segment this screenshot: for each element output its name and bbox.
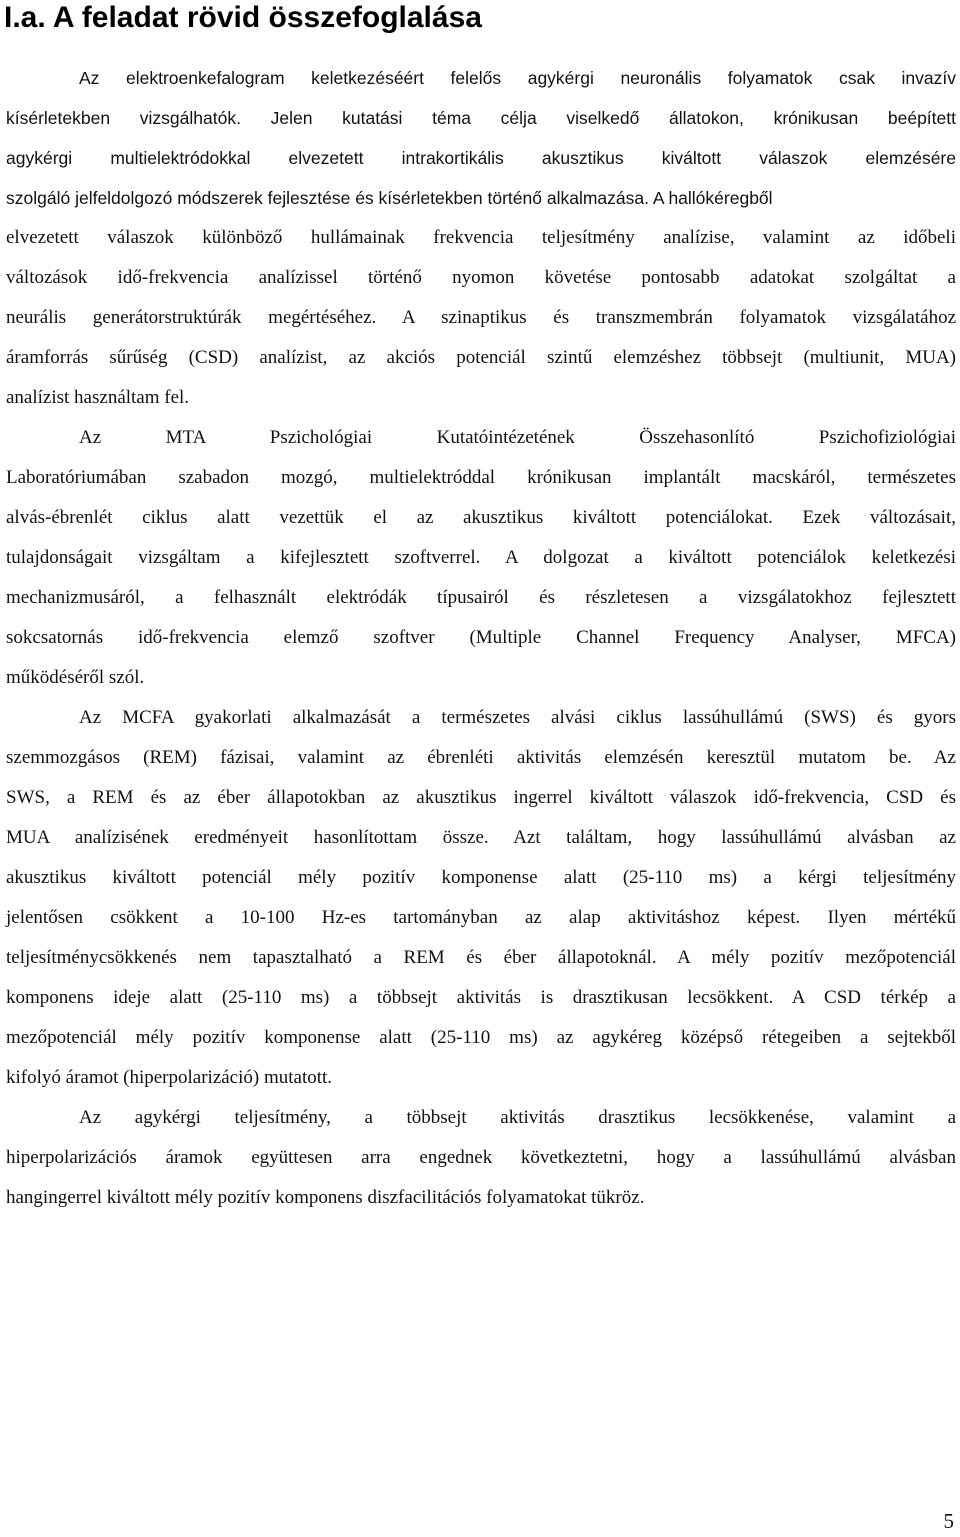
text-line: változások idő-frekvencia analízissel történő nyomon követése pontosabb adatokat szolgáltat a bbox=[6, 267, 956, 288]
summary-body bbox=[6, 58, 956, 1218]
text-line: analízist használtam fel. bbox=[6, 387, 190, 408]
text-line: kísérletekben vizsgálhatók. Jelen kutatási téma célja viselkedő állatokon, krónikusan beépített bbox=[6, 108, 956, 128]
text-line: működéséről szól. bbox=[6, 667, 145, 688]
text-line: Laboratóriumában szabadon mozgó, multielektróddal krónikusan implantált macskáról, természetes bbox=[6, 467, 956, 488]
text-line: szolgáló jelfeldolgozó módszerek fejlesztése és kísérletekben történő alkalmazása. A hallókéregből bbox=[6, 188, 773, 208]
text-line: áramforrás sűrűség (CSD) analízist, az akciós potenciál szintű elemzéshez többsejt (multiunit, MUA) bbox=[6, 347, 956, 368]
text-line: Az agykérgi teljesítmény, a többsejt aktivitás drasztikus lecsökkenése, valamint a bbox=[79, 1107, 956, 1128]
text-line: akusztikus kiváltott potenciál mély pozitív komponense alatt (25-110 ms) a kérgi teljesítmény bbox=[6, 867, 956, 888]
text-line: sokcsatornás idő-frekvencia elemző szoftver (Multiple Channel Frequency Analyser, MFCA) bbox=[6, 627, 956, 648]
text-line: tulajdonságait vizsgáltam a kifejlesztett szoftverrel. A dolgozat a kiváltott potenciálok keletkezési bbox=[6, 547, 956, 568]
text-line: kifolyó áramot (hiperpolarizáció) mutatott. bbox=[6, 1067, 333, 1088]
section-heading: I.a. A feladat rövid összefoglalása bbox=[4, 1, 482, 34]
text-line: hangingerrel kiváltott mély pozitív komponens diszfacilitációs folyamatokat tükröz. bbox=[6, 1187, 645, 1208]
text-line: Az MTA Pszichológiai Kutatóintézetének Összehasonlító Pszichofiziológiai bbox=[79, 427, 956, 448]
text-line: jelentősen csökkent a 10-100 Hz-es tartományban az alap aktivitáshoz képest. Ilyen mértékű bbox=[6, 907, 956, 928]
text-line: agykérgi multielektródokkal elvezetett intrakortikális akusztikus kiváltott válaszok elemzésére bbox=[6, 148, 956, 168]
text-line: MUA analízisének eredményeit hasonlítottam össze. Azt találtam, hogy lassúhullámú alvásban az bbox=[6, 827, 956, 848]
text-line: alvás-ébrenlét ciklus alatt vezettük el az akusztikus kiváltott potenciálokat. Ezek változásait, bbox=[6, 507, 956, 528]
text-line: komponens ideje alatt (25-110 ms) a többsejt aktivitás is drasztikusan lecsökkent. A CSD térkép a bbox=[6, 987, 956, 1008]
text-line: mechanizmusáról, a felhasznált elektródák típusairól és részletesen a vizsgálatokhoz fejlesztett bbox=[6, 587, 956, 608]
text-line: szemmozgásos (REM) fázisai, valamint az ébrenléti aktivitás elemzésén keresztül mutatom be. Az bbox=[6, 747, 956, 768]
text-line: mezőpotenciál mély pozitív komponense alatt (25-110 ms) az agykéreg középső rétegeiben a sejtekből bbox=[6, 1027, 956, 1048]
text-line: neurális generátorstruktúrák megértéséhez. A szinaptikus és transzmembrán folyamatok vizsgálatához bbox=[6, 307, 956, 328]
page-number: 5 bbox=[943, 1509, 954, 1533]
text-line: SWS, a REM és az éber állapotokban az akusztikus ingerrel kiváltott válaszok idő-frekvencia, CSD és bbox=[6, 787, 956, 808]
text-line: teljesítménycsökkenés nem tapasztalható a REM és éber állapotoknál. A mély pozitív mezőpotenciál bbox=[6, 947, 956, 968]
text-line: elvezetett válaszok különböző hullámainak frekvencia teljesítmény analízise, valamint az időbeli bbox=[6, 227, 956, 248]
text-line: hiperpolarizációs áramok együttesen arra engednek következtetni, hogy a lassúhullámú alvásban bbox=[6, 1147, 956, 1168]
text-line: Az elektroenkefalogram keletkezéséért felelős agykérgi neuronális folyamatok csak invazív bbox=[79, 68, 956, 88]
text-line: Az MCFA gyakorlati alkalmazását a természetes alvási ciklus lassúhullámú (SWS) és gyors bbox=[79, 707, 956, 728]
